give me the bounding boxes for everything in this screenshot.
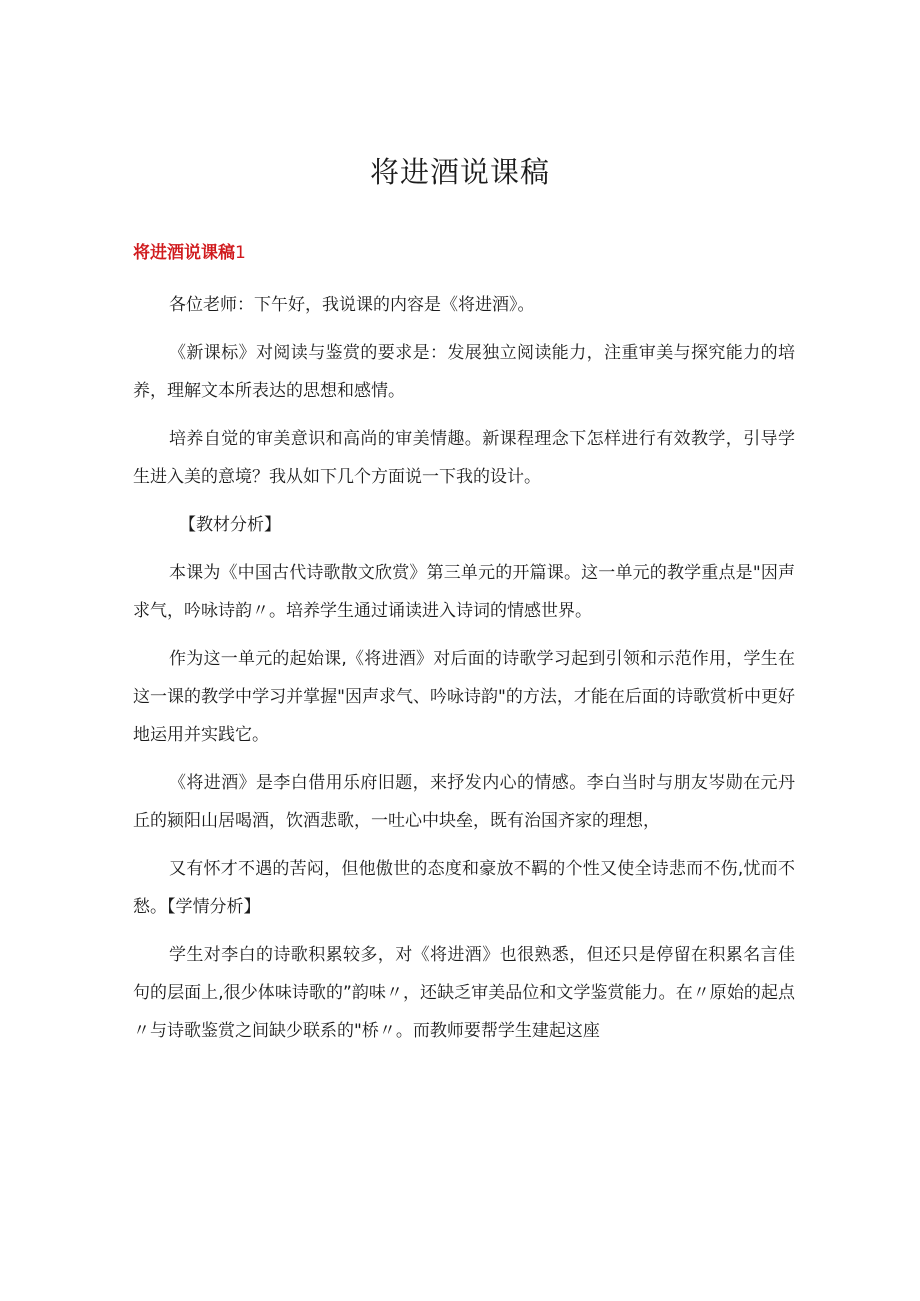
paragraph-student-analysis: 学生对李白的诗歌积累较多，对《将进酒》也很熟悉，但还只是停留在积累名言佳句的层面上,很少体味诗歌的”韵味〃，还缺乏审美品位和文学鉴赏能力。在〃原始的起点〃与诗歌鉴赏之间缺少联系的"桥〃。而教师要帮学生建起这座	[133, 945, 795, 1041]
paragraph-poem-mood: 又有怀才不遇的苦闷，但他傲世的态度和豪放不羁的个性又使全诗悲而不伤,忧而不愁。【学情分析】	[133, 859, 795, 917]
section-heading-label: 将进酒说课稿	[133, 243, 235, 263]
paragraph-greeting: 各位老师：下午好，我说课的内容是《将进酒》。	[169, 295, 535, 315]
document-body	[133, 286, 795, 1060]
paragraph-curriculum: 《新课标》对阅读与鉴赏的要求是：发展独立阅读能力，注重审美与探究能力的培养，理解文本所表达的思想和感情。	[133, 343, 795, 401]
paragraph-unit-start: 作为这一单元的起始课,《将进酒》对后面的诗歌学习起到引领和示范作用，学生在这一课的教学中学习并掌握"因声求气、吟咏诗韵"的方法，才能在后面的诗歌赏析中更好地运用并实践它。	[133, 649, 795, 745]
document-title: 将进酒说课稿	[369, 155, 550, 189]
paragraph-poem-background: 《将进酒》是李白借用乐府旧题，来抒发内心的情感。李白当时与朋友岑勋在元丹丘的颍阳山居喝酒，饮酒悲歌，一吐心中块垒，既有治国齐家的理想，	[133, 773, 795, 831]
section-heading	[133, 240, 246, 266]
paragraph-material-analysis-heading: 【教材分析】	[179, 515, 281, 535]
section-heading-number: 1	[235, 243, 246, 263]
paragraph-course-intro: 本课为《中国古代诗歌散文欣赏》第三单元的开篇课。这一单元的教学重点是"因声求气，吟咏诗韵〃。培养学生通过诵读进入诗词的情感世界。	[133, 563, 795, 621]
paragraph-aesthetics: 培养自觉的审美意识和高尚的审美情趣。新课程理念下怎样进行有效教学，引导学生进入美的意境？我从如下几个方面说一下我的设计。	[133, 429, 795, 487]
